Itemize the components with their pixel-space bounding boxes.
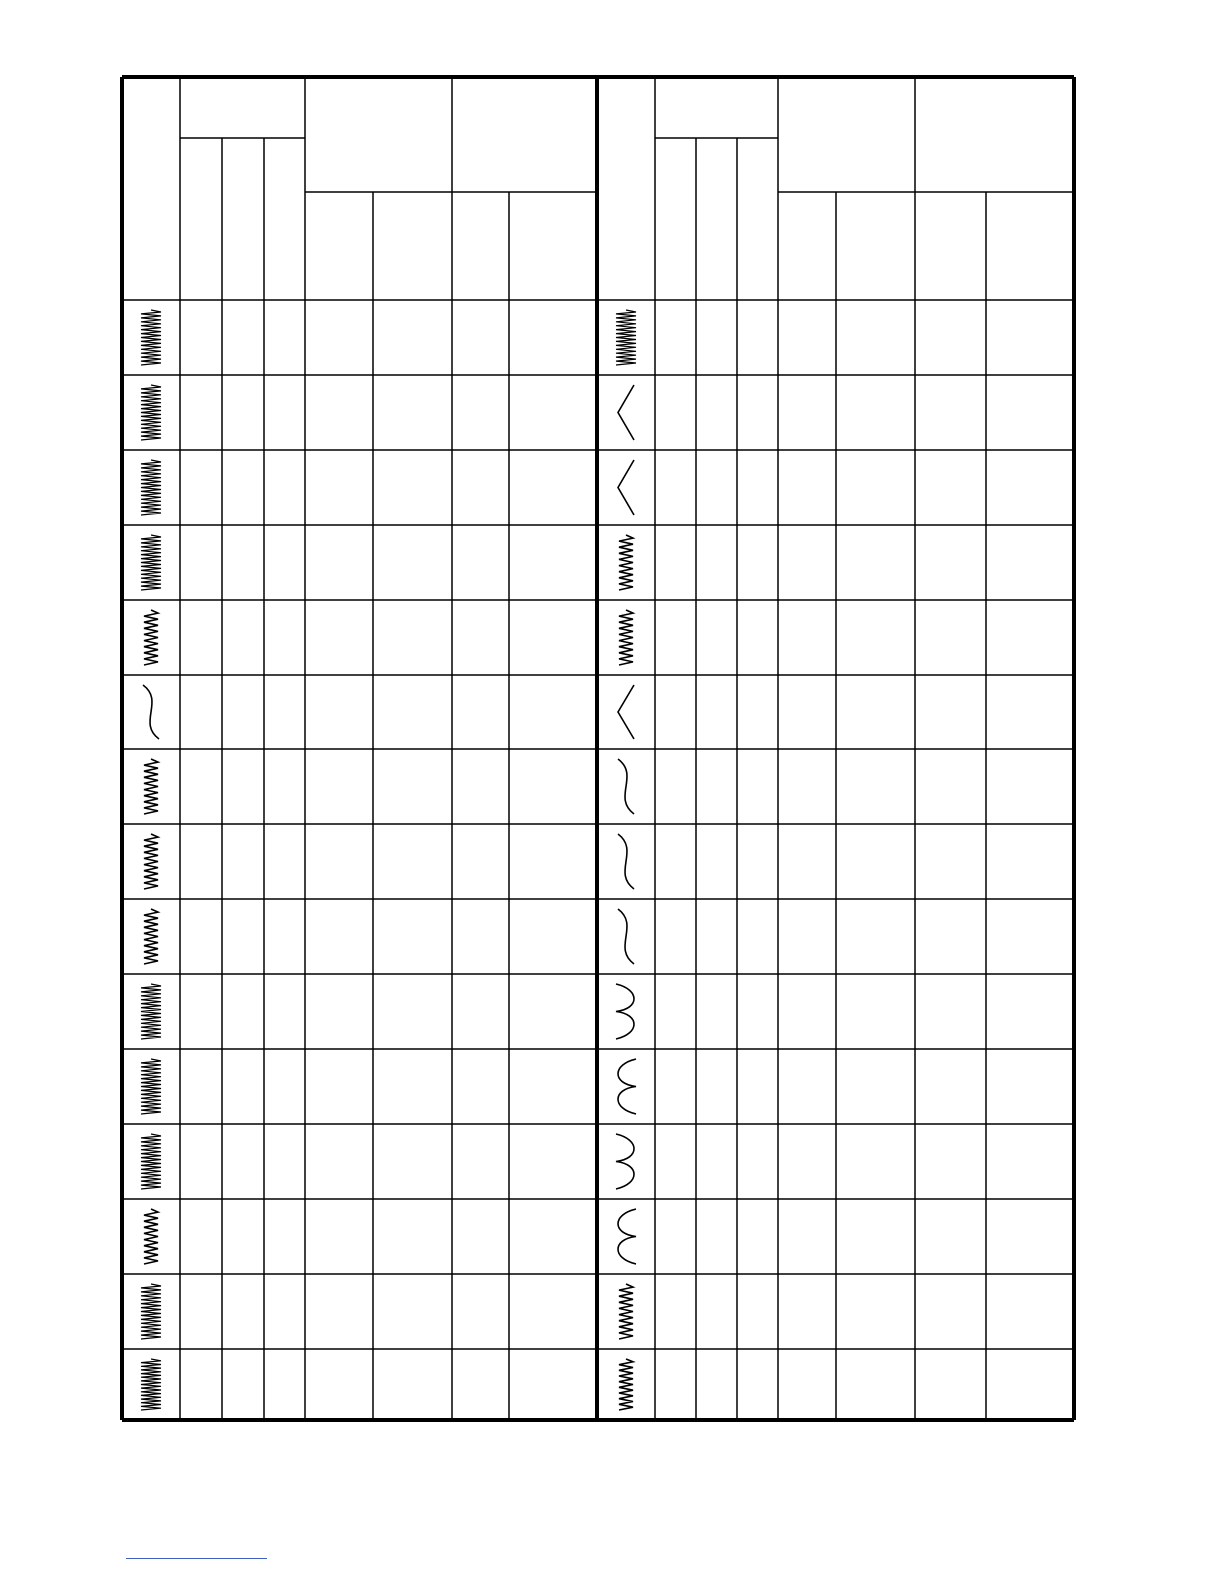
feather-fan-stitch-icon (619, 535, 633, 590)
tulip-stitch-icon (619, 1284, 633, 1339)
reverse-scallop-stitch-icon (618, 1059, 636, 1114)
arrow-satin-stitch-icon (618, 385, 634, 440)
wave-line-satin-stitch-icon (144, 1209, 158, 1264)
zigzag-triangle-stitch-icon (141, 385, 161, 440)
left-stitch-icons (141, 310, 161, 1410)
block-step-stitch-icon (141, 1284, 161, 1339)
table-grid (122, 77, 1074, 1420)
s-curve-satin-stitch-icon (143, 685, 159, 739)
lightning-zigzag-stitch-icon (144, 834, 158, 889)
fan-satin-stitch-icon (619, 610, 633, 665)
leaf-vine-stitch-icon (618, 759, 634, 814)
chevron-satin-stitch-icon (618, 460, 634, 515)
scallop-satin-stitch-icon (141, 310, 161, 365)
reverse-zigzag-scallop-stitch-icon (618, 1209, 636, 1264)
cross-leaf-stitch-icon (618, 834, 634, 889)
chevron-line-stitch-icon (618, 685, 634, 739)
right-stitch-icons (616, 310, 636, 1410)
zigzag-scallop-stitch-icon (616, 1134, 634, 1189)
wave-satin-stitch-icon (141, 460, 161, 515)
reverse-tulip-stitch-icon (619, 1359, 633, 1410)
shell-satin-stitch-icon (141, 984, 161, 1039)
wave-line-stitch-icon (618, 909, 634, 964)
bold-zigzag-stitch-icon (616, 310, 636, 365)
curve-satin-stitch-icon (144, 610, 158, 665)
diamond-satin-stitch-icon (141, 535, 161, 590)
slant-zigzag-stitch-icon (144, 759, 158, 814)
reverse-shell-satin-stitch-icon (141, 1059, 161, 1114)
stair-satin-stitch-icon (141, 1359, 161, 1410)
step-satin-stitch-icon (144, 909, 158, 964)
oval-satin-stitch-icon (141, 1134, 161, 1189)
scallop-line-stitch-icon (616, 984, 634, 1039)
footer-rule (126, 1558, 267, 1559)
